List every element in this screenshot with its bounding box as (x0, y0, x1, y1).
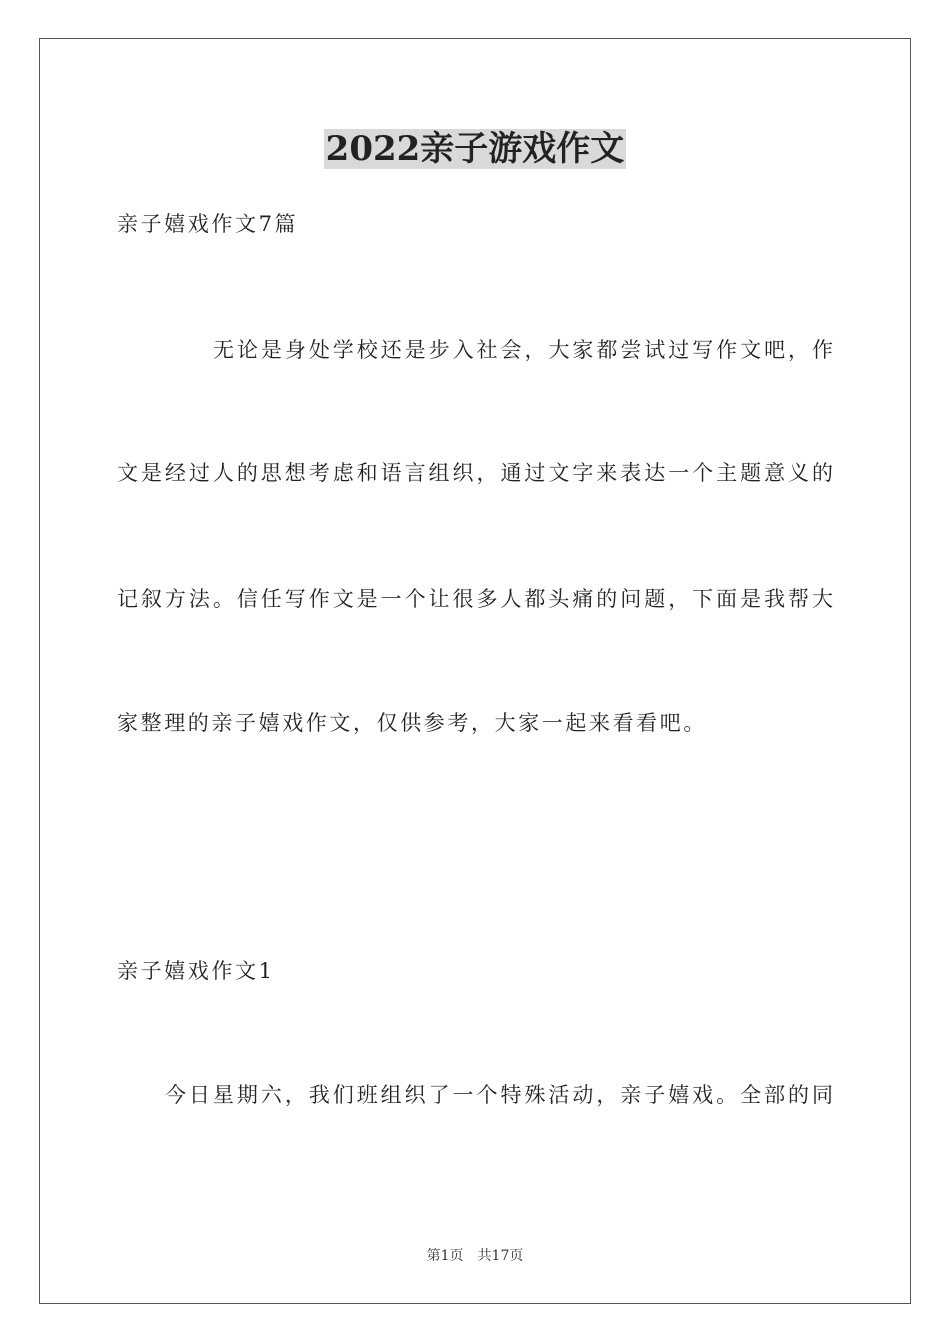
page-number-total: 共17页 (477, 1248, 524, 1264)
document-title (0, 128, 950, 170)
document-subtitle: 亲子嬉戏作文7篇 (117, 212, 299, 236)
page-footer (0, 1247, 950, 1265)
document-title-text: 2022亲子游戏作文 (325, 129, 625, 169)
intro-paragraph-line-3: 记叙方法。信任写作文是一个让很多人都头痛的问题，下面是我帮大 (117, 587, 833, 611)
intro-paragraph-line-2: 文是经过人的思想考虑和语言组织，通过文字来表达一个主题意义的 (117, 461, 833, 485)
intro-paragraph-line-1: 无论是身处学校还是步入社会，大家都尝试过写作文吧，作 (213, 338, 833, 362)
section-heading: 亲子嬉戏作文1 (117, 959, 275, 983)
intro-paragraph-line-4: 家整理的亲子嬉戏作文，仅供参考，大家一起来看看吧。 (117, 711, 707, 735)
section-paragraph-line-1: 今日星期六，我们班组织了一个特殊活动，亲子嬉戏。全部的同 (165, 1083, 833, 1107)
page-number-current: 第1页 (426, 1248, 464, 1264)
